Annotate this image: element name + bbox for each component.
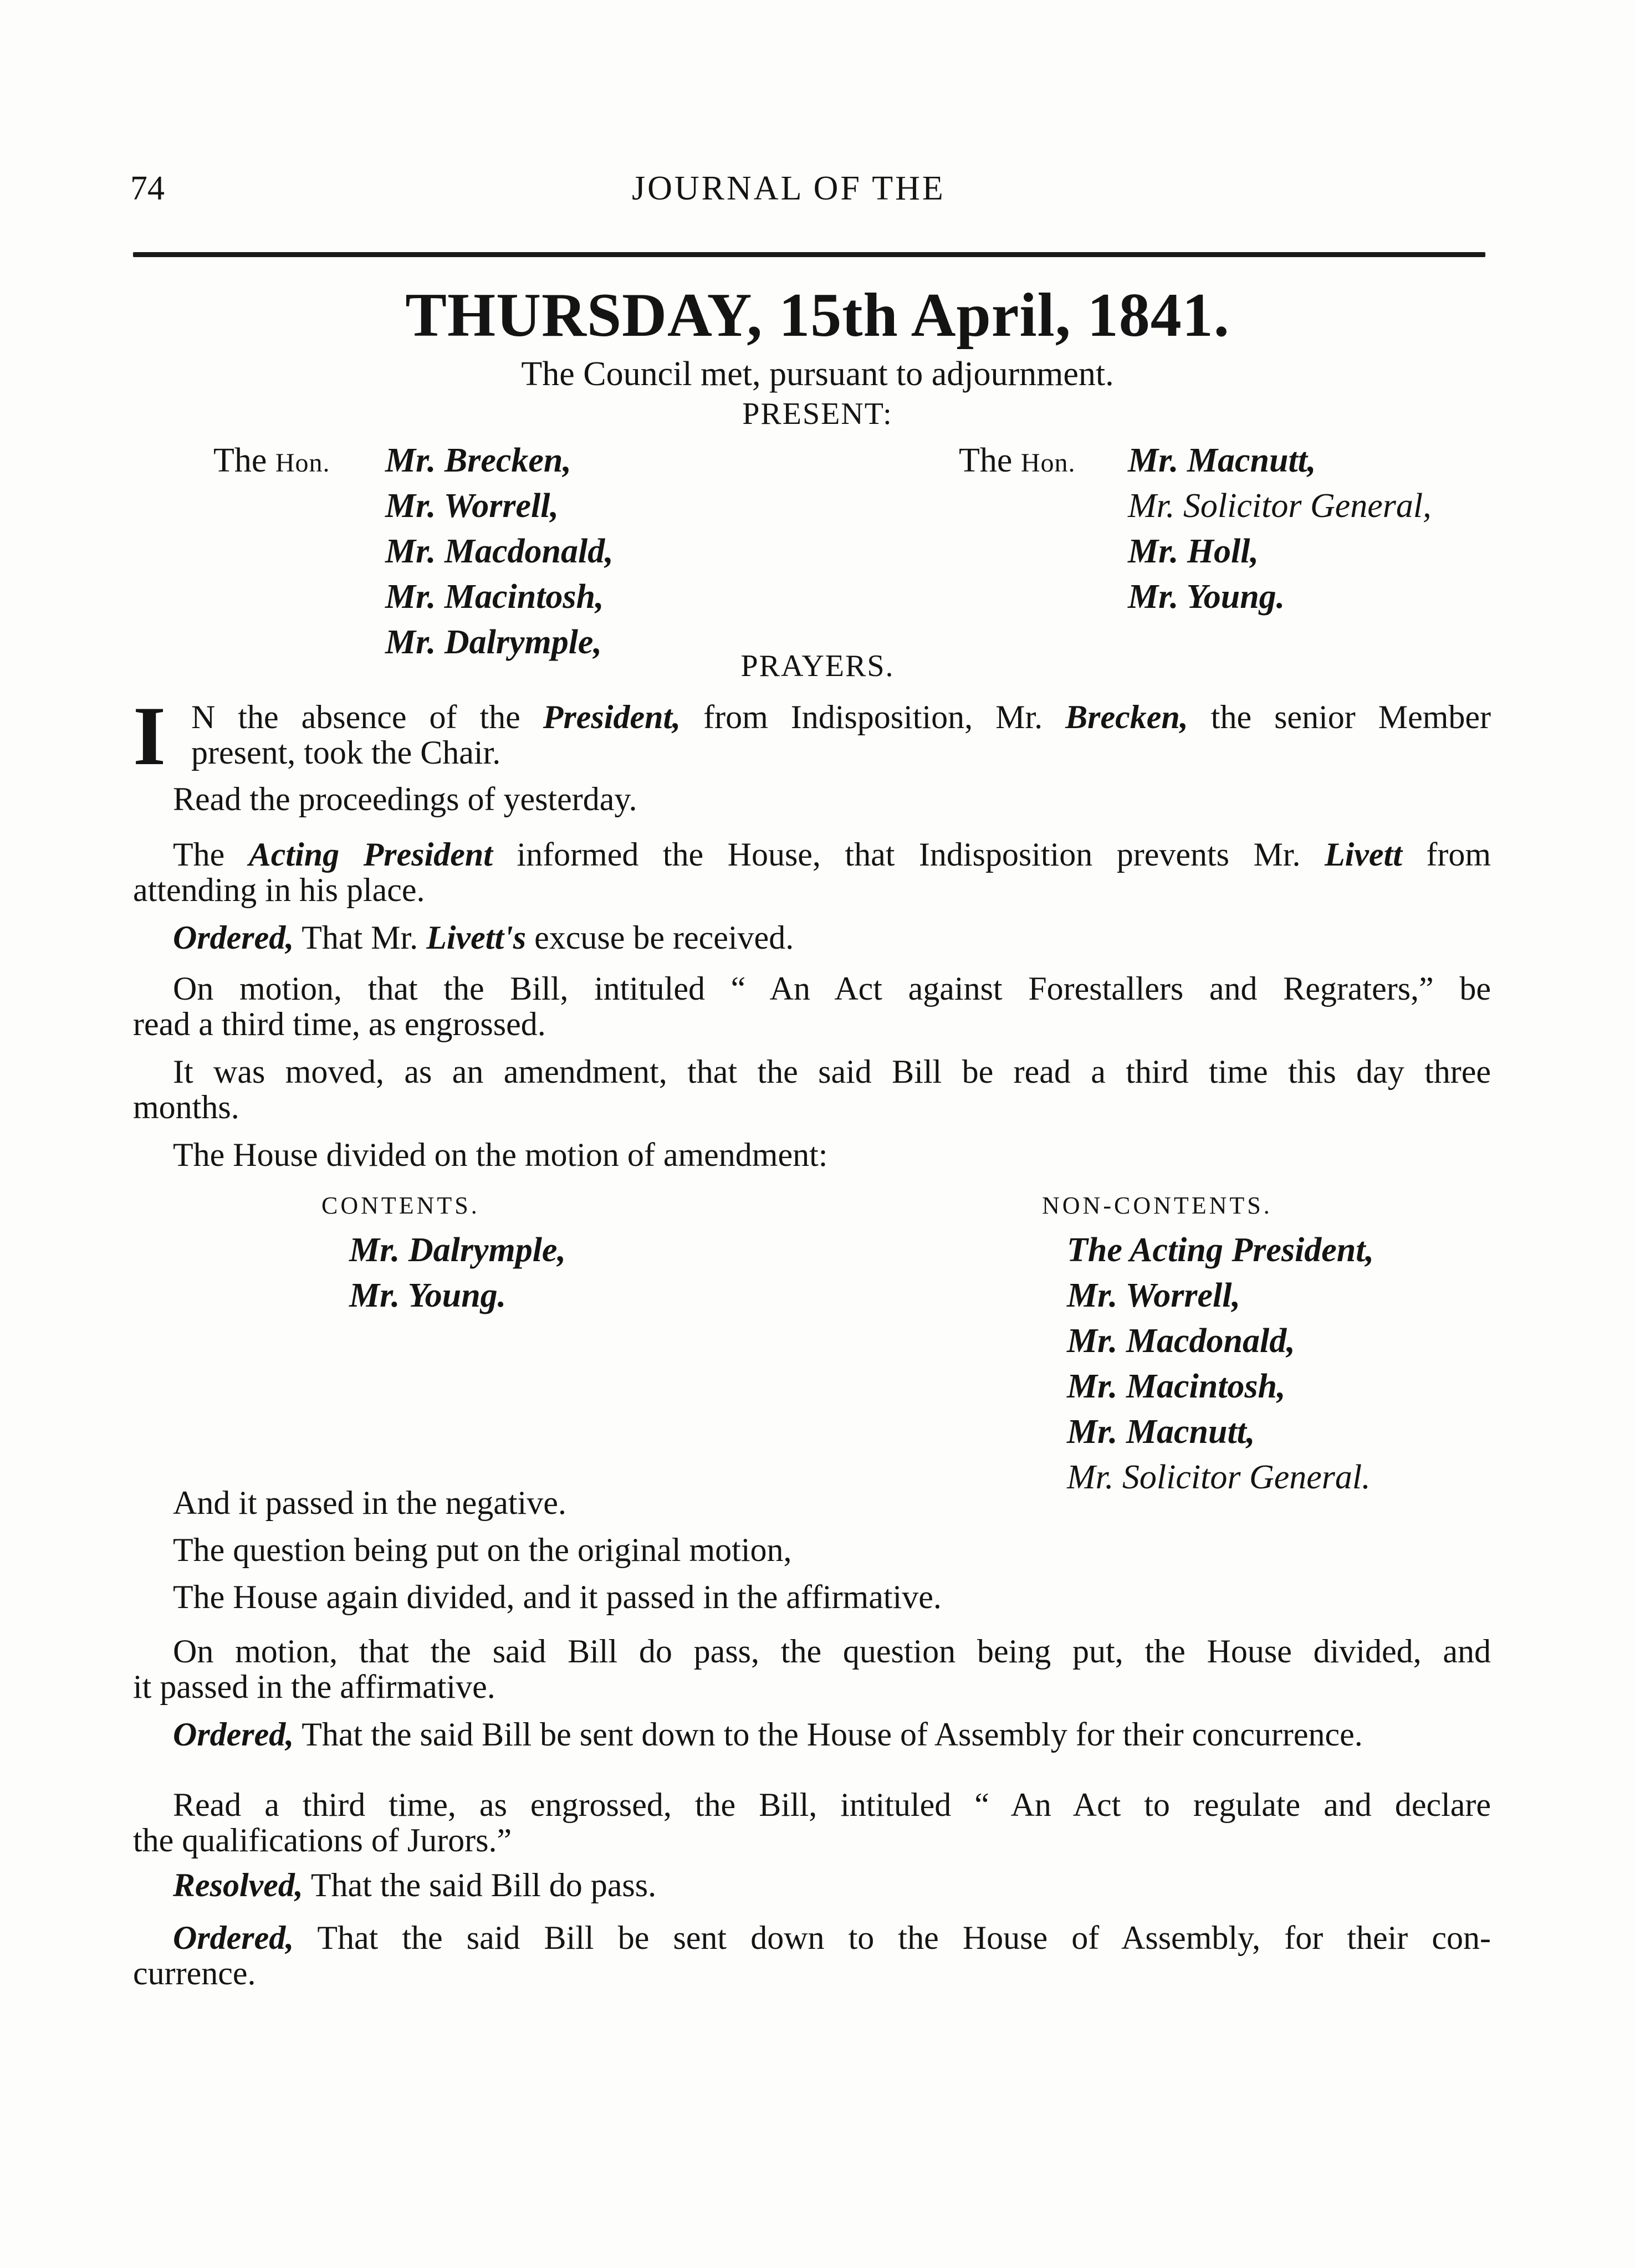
emphasis: Acting President (248, 836, 493, 873)
text: excuse be received. (526, 919, 794, 956)
emphasis: Resolved, (173, 1867, 303, 1903)
text-line (173, 920, 1531, 955)
text: from Indisposition, Mr. (681, 699, 1066, 735)
text-line: On motion, that the Bill, intituled “ An Act against Forestallers and Regraters,” be (173, 970, 1491, 1007)
emphasis: President, (543, 699, 681, 735)
member-name: Mr. Macdonald, (1067, 1322, 1295, 1360)
text-line (173, 1867, 1531, 1903)
member-name: Mr. Worrell, (385, 487, 559, 525)
prefix-hon: Hon. (275, 448, 330, 478)
member-name: Mr. Dalrymple, (385, 623, 602, 661)
member-name: Mr. Young. (349, 1277, 507, 1314)
member-name: Mr. Worrell, (1067, 1277, 1240, 1314)
text-line: Read a third time, as engrossed, the Bill, intituled “ An Act to regulate and declare (173, 1786, 1491, 1823)
member-name: Mr. Macnutt, (1128, 442, 1316, 479)
paragraph (133, 1579, 1531, 1615)
page-number: 74 (130, 170, 165, 207)
paragraph (133, 1485, 1531, 1520)
paragraph (133, 781, 1531, 817)
text: the senior Member (1188, 699, 1491, 735)
text-line: months. (133, 1089, 239, 1125)
present-right-prefix (959, 438, 1076, 486)
text-line (133, 1920, 1491, 1955)
emphasis: Ordered, (173, 919, 294, 956)
text: That the said Bill be sent down to the House of Assembly, for their con- (294, 1919, 1491, 1956)
text-line: The question being put on the original motion, (173, 1532, 792, 1568)
prayers-label: PRAYERS. (740, 649, 895, 683)
contents-label: CONTENTS. (321, 1192, 480, 1219)
member-name: Mr. Dalrymple, (349, 1231, 566, 1269)
text-line: The House again divided, and it passed in the affirmative. (173, 1579, 942, 1615)
text-line: attending in his place. (133, 872, 425, 908)
drop-cap: I (133, 689, 166, 782)
running-title: JOURNAL OF THE (632, 170, 946, 207)
text: informed the House, that Indisposition prevents Mr. (492, 836, 1325, 873)
member-name: Mr. Macintosh, (385, 578, 604, 616)
text-line: read a third time, as engrossed. (133, 1006, 546, 1042)
text: That Mr. (294, 919, 427, 956)
member-name: Mr. Macdonald, (385, 533, 614, 570)
present-left-prefix (213, 438, 330, 486)
prefix-the: The (959, 442, 1013, 479)
text: That the said Bill do pass. (303, 1867, 657, 1903)
text-line: On motion, that the said Bill do pass, the question being put, the House divided, and (173, 1633, 1491, 1670)
paragraph (133, 837, 1491, 908)
emphasis: Brecken, (1065, 699, 1188, 735)
opening-line: The Council met, pursuant to adjournment. (521, 355, 1114, 393)
emphasis: Ordered, (173, 1716, 294, 1753)
text-line: And it passed in the negative. (173, 1484, 566, 1521)
text-line (191, 699, 1491, 735)
member-name: Mr. Young. (1128, 578, 1285, 616)
paragraph (133, 1054, 1491, 1125)
non-contents-label: NON-CONTENTS. (1042, 1192, 1273, 1219)
text-line: It was moved, as an amendment, that the said Bill be read a third time this day three (173, 1053, 1491, 1090)
member-name: Mr. Brecken, (385, 442, 571, 479)
text-line: present, took the Chair. (191, 734, 501, 771)
paragraph (133, 1532, 1531, 1568)
paragraph (133, 1787, 1491, 1858)
header-rule (133, 252, 1485, 257)
text-line: currence. (133, 1955, 256, 1991)
paragraph (133, 971, 1491, 1042)
emphasis: Livett (1324, 836, 1402, 873)
prefix-hon: Hon. (1020, 448, 1076, 478)
text: from (1402, 836, 1491, 873)
present-label: PRESENT: (742, 397, 893, 431)
member-name: Mr. Solicitor General, (1128, 487, 1432, 525)
date-heading: THURSDAY, 15th April, 1841. (405, 281, 1230, 350)
member-name: The Acting President, (1067, 1231, 1374, 1269)
text: That the said Bill be sent down to the House of Assembly for their concurrence. (294, 1716, 1363, 1753)
text-line: the qualifications of Jurors.” (133, 1822, 512, 1859)
text-line: it passed in the affirmative. (133, 1668, 495, 1705)
text: N the absence of the (191, 699, 543, 735)
text-line (133, 837, 1491, 872)
member-name: Mr. Macintosh, (1067, 1368, 1286, 1405)
paragraph (133, 1137, 1531, 1173)
text: The (173, 836, 249, 873)
emphasis: Ordered, (173, 1919, 294, 1956)
present-left-list (385, 438, 614, 665)
emphasis: Livett's (426, 919, 527, 956)
paragraph (133, 1717, 1531, 1752)
paragraph (133, 1920, 1491, 1991)
paragraph (191, 699, 1491, 770)
paragraph (133, 1867, 1531, 1903)
non-contents-list (1067, 1227, 1374, 1500)
member-name: Mr. Solicitor General. (1067, 1458, 1371, 1496)
text-line (173, 1717, 1531, 1752)
paragraph (133, 920, 1531, 955)
text-line: The House divided on the motion of amendment: (173, 1136, 828, 1173)
member-name: Mr. Holl, (1128, 533, 1259, 570)
present-right-list (1128, 438, 1432, 620)
text-line: Read the proceedings of yesterday. (173, 781, 637, 817)
contents-list (349, 1227, 566, 1318)
paragraph (133, 1634, 1491, 1704)
member-name: Mr. Macnutt, (1067, 1413, 1255, 1451)
prefix-the: The (213, 442, 267, 479)
